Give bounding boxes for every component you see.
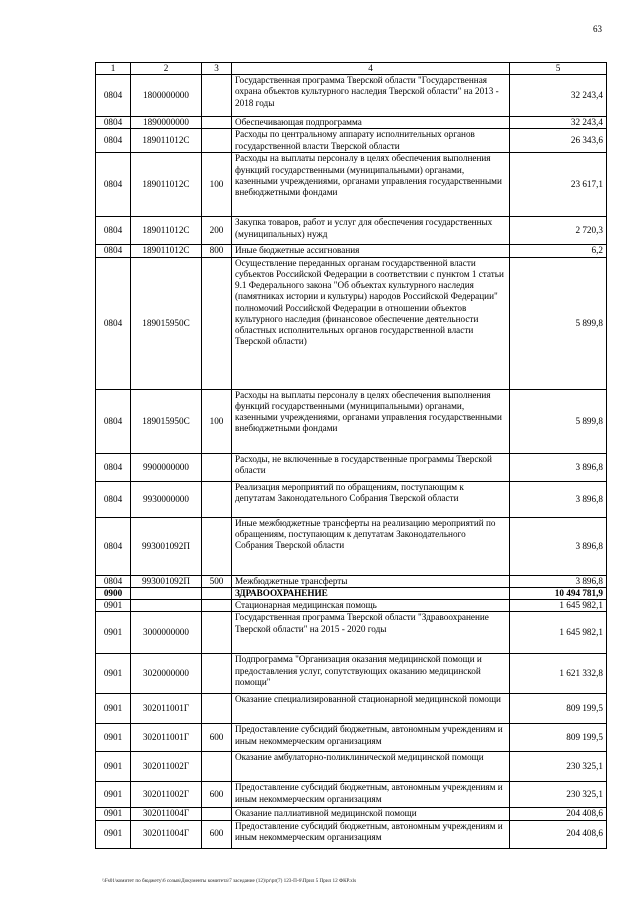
item-name-cell: Предоставление субсидий бюджетным, автономным учреждениям и иным некоммерческим организациям bbox=[232, 820, 510, 848]
target-code-cell: 993001092П bbox=[131, 517, 202, 575]
expense-type-cell bbox=[202, 587, 232, 599]
item-name-cell: ЗДРАВООХРАНЕНИЕ bbox=[232, 587, 510, 599]
table-row bbox=[96, 820, 607, 848]
section-code-cell: 0901 bbox=[96, 694, 131, 724]
table-row bbox=[96, 117, 607, 129]
budget-table bbox=[95, 62, 607, 849]
expense-type-cell: 500 bbox=[202, 575, 232, 587]
column-header-4: 4 bbox=[232, 63, 510, 75]
amount-cell: 2 720,3 bbox=[510, 217, 607, 245]
target-code-cell: 302011004Г bbox=[131, 808, 202, 820]
column-header-5: 5 bbox=[510, 63, 607, 75]
item-name-cell: Расходы на выплаты персоналу в целях обеспечения выполнения функций государственными (муниципальными) органами, казенными учреждениями, органами управления государственными внебюджетными фондами bbox=[232, 153, 510, 217]
amount-cell: 6,2 bbox=[510, 245, 607, 257]
item-name-cell: Подпрограмма "Организация оказания медицинской помощи и предоставления услуг, сопутствующих оказанию медицинской помощи" bbox=[232, 654, 510, 694]
target-code-cell: 9900000000 bbox=[131, 453, 202, 481]
amount-cell: 10 494 781,9 bbox=[510, 587, 607, 599]
expense-type-cell: 600 bbox=[202, 820, 232, 848]
amount-cell: 204 408,6 bbox=[510, 808, 607, 820]
target-code-cell: 3020000000 bbox=[131, 654, 202, 694]
table-row bbox=[96, 724, 607, 752]
item-name-cell: Предоставление субсидий бюджетным, автономным учреждениям и иным некоммерческим организациям bbox=[232, 782, 510, 808]
section-code-cell: 0900 bbox=[96, 587, 131, 599]
section-code-cell: 0901 bbox=[96, 724, 131, 752]
amount-cell: 1 645 982,1 bbox=[510, 612, 607, 654]
section-code-cell: 0804 bbox=[96, 257, 131, 389]
target-code-cell: 189015950С bbox=[131, 257, 202, 389]
expense-type-cell bbox=[202, 752, 232, 782]
target-code-cell: 189011012С bbox=[131, 129, 202, 153]
item-name-cell: Стационарная медицинская помощь bbox=[232, 600, 510, 612]
item-name-cell: Иные бюджетные ассигнования bbox=[232, 245, 510, 257]
table-row bbox=[96, 481, 607, 517]
expense-type-cell: 200 bbox=[202, 217, 232, 245]
amount-cell: 3 896,8 bbox=[510, 481, 607, 517]
target-code-cell: 189011012С bbox=[131, 245, 202, 257]
item-name-cell: Реализация мероприятий по обращениям, поступающим к депутатам Законодательного Собрания Тверской области bbox=[232, 481, 510, 517]
expense-type-cell bbox=[202, 517, 232, 575]
item-name-cell: Межбюджетные трансферты bbox=[232, 575, 510, 587]
amount-cell: 23 617,1 bbox=[510, 153, 607, 217]
item-name-cell: Оказание паллиативной медицинской помощи bbox=[232, 808, 510, 820]
expense-type-cell bbox=[202, 654, 232, 694]
item-name-cell: Предоставление субсидий бюджетным, автономным учреждениям и иным некоммерческим организациям bbox=[232, 724, 510, 752]
section-code-cell: 0804 bbox=[96, 389, 131, 453]
table-row bbox=[96, 752, 607, 782]
target-code-cell: 993001092П bbox=[131, 575, 202, 587]
expense-type-cell bbox=[202, 808, 232, 820]
page-number: 63 bbox=[593, 24, 602, 34]
amount-cell: 26 343,6 bbox=[510, 129, 607, 153]
header-row bbox=[96, 63, 607, 75]
amount-cell: 3 896,8 bbox=[510, 575, 607, 587]
table-row bbox=[96, 654, 607, 694]
target-code-cell: 9930000000 bbox=[131, 481, 202, 517]
target-code-cell: 302011004Г bbox=[131, 820, 202, 848]
target-code-cell: 302011001Г bbox=[131, 694, 202, 724]
section-code-cell: 0804 bbox=[96, 481, 131, 517]
amount-cell: 3 896,8 bbox=[510, 453, 607, 481]
amount-cell: 230 325,1 bbox=[510, 752, 607, 782]
amount-cell: 3 896,8 bbox=[510, 517, 607, 575]
expense-type-cell: 100 bbox=[202, 153, 232, 217]
table-row bbox=[96, 517, 607, 575]
expense-type-cell bbox=[202, 453, 232, 481]
section-code-cell: 0804 bbox=[96, 217, 131, 245]
amount-cell: 5 899,8 bbox=[510, 257, 607, 389]
item-name-cell: Государственная программа Тверской области "Здравоохранение Тверской области" на 2015 - 2020 годы bbox=[232, 612, 510, 654]
amount-cell: 204 408,6 bbox=[510, 820, 607, 848]
expense-type-cell: 600 bbox=[202, 782, 232, 808]
target-code-cell bbox=[131, 600, 202, 612]
table-row bbox=[96, 245, 607, 257]
expense-type-cell: 100 bbox=[202, 389, 232, 453]
expense-type-cell bbox=[202, 75, 232, 117]
item-name-cell: Иные межбюджетные трансферты на реализацию мероприятий по обращениям, поступающим к депутатам Законодательного Собрания Тверской области bbox=[232, 517, 510, 575]
amount-cell: 32 243,4 bbox=[510, 75, 607, 117]
item-name-cell: Государственная программа Тверской области "Государственная охрана объектов культурного наследия Тверской области" на 2013 - 2018 годы bbox=[232, 75, 510, 117]
section-code-cell: 0901 bbox=[96, 612, 131, 654]
item-name-cell: Расходы, не включенные в государственные программы Тверской области bbox=[232, 453, 510, 481]
item-name-cell: Оказание специализированной стационарной медицинской помощи bbox=[232, 694, 510, 724]
section-code-cell: 0804 bbox=[96, 575, 131, 587]
section-code-cell: 0901 bbox=[96, 808, 131, 820]
target-code-cell: 302011002Г bbox=[131, 752, 202, 782]
amount-cell: 809 199,5 bbox=[510, 694, 607, 724]
target-code-cell bbox=[131, 587, 202, 599]
table-row bbox=[96, 782, 607, 808]
table-row bbox=[96, 389, 607, 453]
column-header-3: 3 bbox=[202, 63, 232, 75]
item-name-cell: Осуществление переданных органам государственной власти субъектов Российской Федерации в соответствии с пунктом 1 статьи 9.1 Федерального закона "Об объектах культурного наследия (памятниках истории и культуры) народов Российской Федерации" полномочий Российской Федерации в отношении объектов культурного наследия (финансовое обеспечение деятельности областных исполнительных органов государственной власти Тверской области) bbox=[232, 257, 510, 389]
target-code-cell: 189011012С bbox=[131, 217, 202, 245]
table-row bbox=[96, 217, 607, 245]
amount-cell: 32 243,4 bbox=[510, 117, 607, 129]
column-header-2: 2 bbox=[131, 63, 202, 75]
table-row bbox=[96, 129, 607, 153]
amount-cell: 230 325,1 bbox=[510, 782, 607, 808]
section-code-cell: 0804 bbox=[96, 75, 131, 117]
expense-type-cell: 800 bbox=[202, 245, 232, 257]
target-code-cell: 302011001Г bbox=[131, 724, 202, 752]
section-code-cell: 0901 bbox=[96, 782, 131, 808]
target-code-cell: 1800000000 bbox=[131, 75, 202, 117]
section-code-cell: 0901 bbox=[96, 600, 131, 612]
section-code-cell: 0901 bbox=[96, 752, 131, 782]
table-row bbox=[96, 694, 607, 724]
table-row bbox=[96, 612, 607, 654]
item-name-cell: Оказание амбулаторно-поликлинической медицинской помощи bbox=[232, 752, 510, 782]
section-code-cell: 0804 bbox=[96, 117, 131, 129]
target-code-cell: 302011002Г bbox=[131, 782, 202, 808]
section-code-cell: 0901 bbox=[96, 654, 131, 694]
item-name-cell: Закупка товаров, работ и услуг для обеспечения государственных (муниципальных) нужд bbox=[232, 217, 510, 245]
expense-type-cell bbox=[202, 257, 232, 389]
target-code-cell: 1890000000 bbox=[131, 117, 202, 129]
column-header-1: 1 bbox=[96, 63, 131, 75]
table-row bbox=[96, 153, 607, 217]
expense-type-cell bbox=[202, 117, 232, 129]
section-code-cell: 0804 bbox=[96, 453, 131, 481]
table-row bbox=[96, 600, 607, 612]
table-row bbox=[96, 453, 607, 481]
item-name-cell: Расходы на выплаты персоналу в целях обеспечения выполнения функций государственными (муниципальными) органами, казенными учреждениями, органами управления государственными внебюджетными фондами bbox=[232, 389, 510, 453]
section-code-cell: 0804 bbox=[96, 153, 131, 217]
file-path-footer: \\Fs01\комитет по бюджету\6 созыв\Документы комитета\7 заседание (12)\pr\pr(7) 123-П-6\Прил 5 Прил 12 ФКР.xls bbox=[102, 878, 357, 884]
table-row bbox=[96, 257, 607, 389]
expense-type-cell bbox=[202, 612, 232, 654]
table-row bbox=[96, 587, 607, 599]
section-code-cell: 0804 bbox=[96, 517, 131, 575]
table-row bbox=[96, 808, 607, 820]
amount-cell: 5 899,8 bbox=[510, 389, 607, 453]
expense-type-cell bbox=[202, 694, 232, 724]
expense-type-cell bbox=[202, 481, 232, 517]
amount-cell: 1 645 982,1 bbox=[510, 600, 607, 612]
target-code-cell: 189015950С bbox=[131, 389, 202, 453]
item-name-cell: Расходы по центральному аппарату исполнительных органов государственной власти Тверской области bbox=[232, 129, 510, 153]
item-name-cell: Обеспечивающая подпрограмма bbox=[232, 117, 510, 129]
section-code-cell: 0804 bbox=[96, 245, 131, 257]
table-row bbox=[96, 75, 607, 117]
amount-cell: 809 199,5 bbox=[510, 724, 607, 752]
expense-type-cell bbox=[202, 129, 232, 153]
target-code-cell: 3000000000 bbox=[131, 612, 202, 654]
target-code-cell: 189011012С bbox=[131, 153, 202, 217]
section-code-cell: 0901 bbox=[96, 820, 131, 848]
table-row bbox=[96, 575, 607, 587]
expense-type-cell: 600 bbox=[202, 724, 232, 752]
expense-type-cell bbox=[202, 600, 232, 612]
amount-cell: 1 621 332,8 bbox=[510, 654, 607, 694]
section-code-cell: 0804 bbox=[96, 129, 131, 153]
